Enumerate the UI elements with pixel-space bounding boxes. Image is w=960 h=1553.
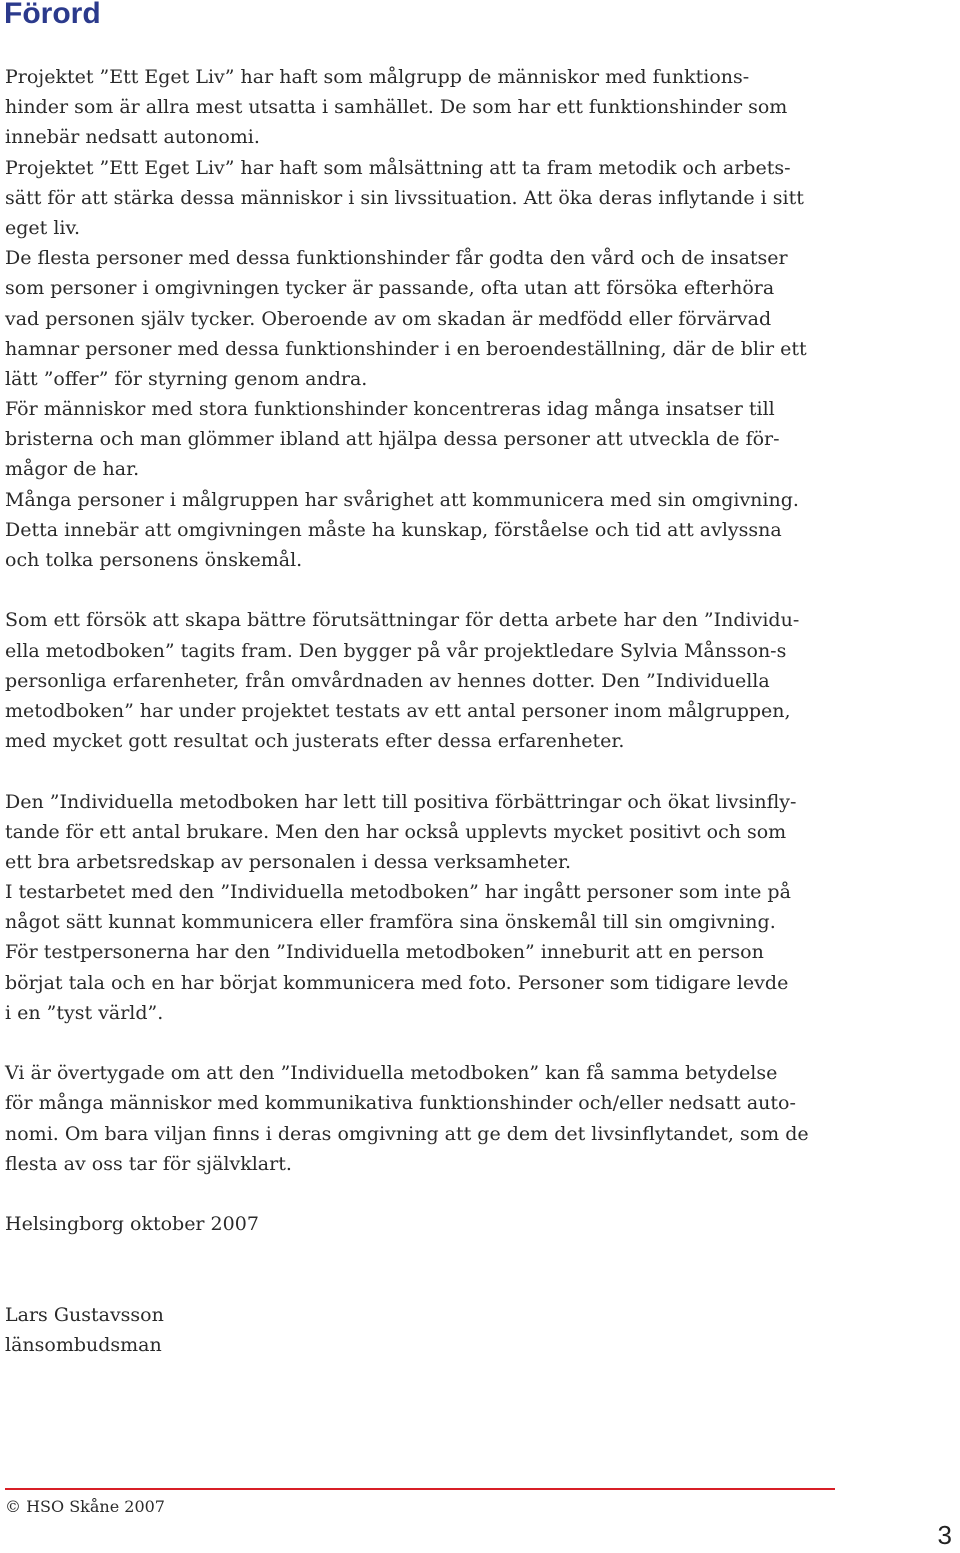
paragraph-gap bbox=[5, 1239, 840, 1269]
text-line: innebär nedsatt autonomi. bbox=[5, 126, 260, 149]
page-number: 3 bbox=[937, 1520, 952, 1550]
paragraph-gap bbox=[5, 1179, 840, 1209]
text-line: lätt ”offer” för styrning genom andra. bbox=[5, 367, 368, 390]
text-line: Den ”Individuella metodboken har lett till positiva förbättringar och ökat livsinfly- bbox=[5, 790, 797, 813]
text-line: vad personen själv tycker. Oberoende av om skadan är medfödd eller förvärvad bbox=[5, 307, 772, 330]
text-line: som personer i omgivningen tycker är passande, ofta utan att försöka efterhöra bbox=[5, 277, 775, 300]
text-line: I testarbetet med den ”Individuella metodboken” har ingått personer som inte på bbox=[5, 881, 791, 904]
foreword-body bbox=[5, 62, 840, 1360]
text-line: Vi är övertygade om att den ”Individuella metodboken” kan få samma betydelse bbox=[5, 1062, 778, 1085]
paragraph-gap bbox=[5, 575, 840, 605]
text-line: börjat tala och en har börjat kommunicera med foto. Personer som tidigare levde bbox=[5, 971, 789, 994]
text-line: mågor de har. bbox=[5, 458, 140, 481]
text-line: och tolka personens önskemål. bbox=[5, 549, 303, 571]
text-line: ella metodboken” tagits fram. Den bygger på vår projektledare Sylvia Månsson-s bbox=[5, 639, 787, 662]
text-line: nomi. Om bara viljan finns i deras omgivning att ge dem det livsinflytandet, som de bbox=[5, 1122, 809, 1145]
text-line: hinder som är allra mest utsatta i samhället. De som har ett funktionshinder som bbox=[5, 96, 788, 119]
text-line: länsombudsman bbox=[5, 1333, 162, 1356]
paragraph-gap bbox=[5, 756, 840, 786]
text-line: Många personer i målgruppen har svårighet att kommunicera med sin omgivning. bbox=[5, 488, 799, 511]
text-line: Detta innebär att omgivningen måste ha kunskap, förståelse och tid att avlyssna bbox=[5, 518, 782, 541]
text-line: Projektet ”Ett Eget Liv” har haft som målgrupp de människor med funktions- bbox=[5, 66, 750, 88]
text-line: Helsingborg oktober 2007 bbox=[5, 1213, 259, 1236]
text-line: för många människor med kommunikativa funktionshinder och/eller nedsatt auto- bbox=[5, 1092, 796, 1115]
text-line: metodboken” har under projektet testats av ett antal personer inom målgruppen, bbox=[5, 699, 791, 722]
paragraph-gap bbox=[5, 1270, 840, 1300]
footer-divider bbox=[5, 1488, 835, 1490]
text-line: personliga erfarenheter, från omvårdnaden av hennes dotter. Den ”Individuella bbox=[5, 669, 770, 692]
text-line: Som ett försök att skapa bättre förutsättningar för detta arbete har den ”Individu- bbox=[5, 609, 800, 632]
paragraph-gap bbox=[5, 1028, 840, 1058]
text-line: med mycket gott resultat och justerats efter dessa erfarenheter. bbox=[5, 730, 625, 753]
text-line: De flesta personer med dessa funktionshinder får godta den vård och de insatser bbox=[5, 247, 788, 270]
text-line: sätt för att stärka dessa människor i sin livssituation. Att öka deras inflytande i sitt bbox=[5, 186, 804, 209]
text-line: eget liv. bbox=[5, 216, 80, 239]
text-line: Projektet ”Ett Eget Liv” har haft som målsättning att ta fram metodik och arbets- bbox=[5, 156, 791, 179]
text-line: ett bra arbetsredskap av personalen i dessa verksamheter. bbox=[5, 850, 572, 873]
text-line: i en ”tyst värld”. bbox=[5, 1001, 164, 1024]
copyright-footer: © HSO Skåne 2007 bbox=[5, 1497, 165, 1516]
text-line: Lars Gustavsson bbox=[5, 1303, 164, 1326]
text-line: För testpersonerna har den ”Individuella metodboken” inneburit att en person bbox=[5, 941, 764, 964]
text-line: bristerna och man glömmer ibland att hjälpa dessa personer att utveckla de för- bbox=[5, 428, 780, 451]
page-title: Förord bbox=[4, 0, 101, 30]
text-line: tande för ett antal brukare. Men den har också upplevts mycket positivt och som bbox=[5, 820, 787, 843]
text-line: flesta av oss tar för självklart. bbox=[5, 1152, 292, 1175]
text-line: något sätt kunnat kommunicera eller framföra sina önskemål till sin omgivning. bbox=[5, 911, 776, 934]
text-line: För människor med stora funktionshinder koncentreras idag många insatser till bbox=[5, 398, 775, 421]
text-line: hamnar personer med dessa funktionshinder i en beroendeställning, där de blir ett bbox=[5, 337, 807, 360]
